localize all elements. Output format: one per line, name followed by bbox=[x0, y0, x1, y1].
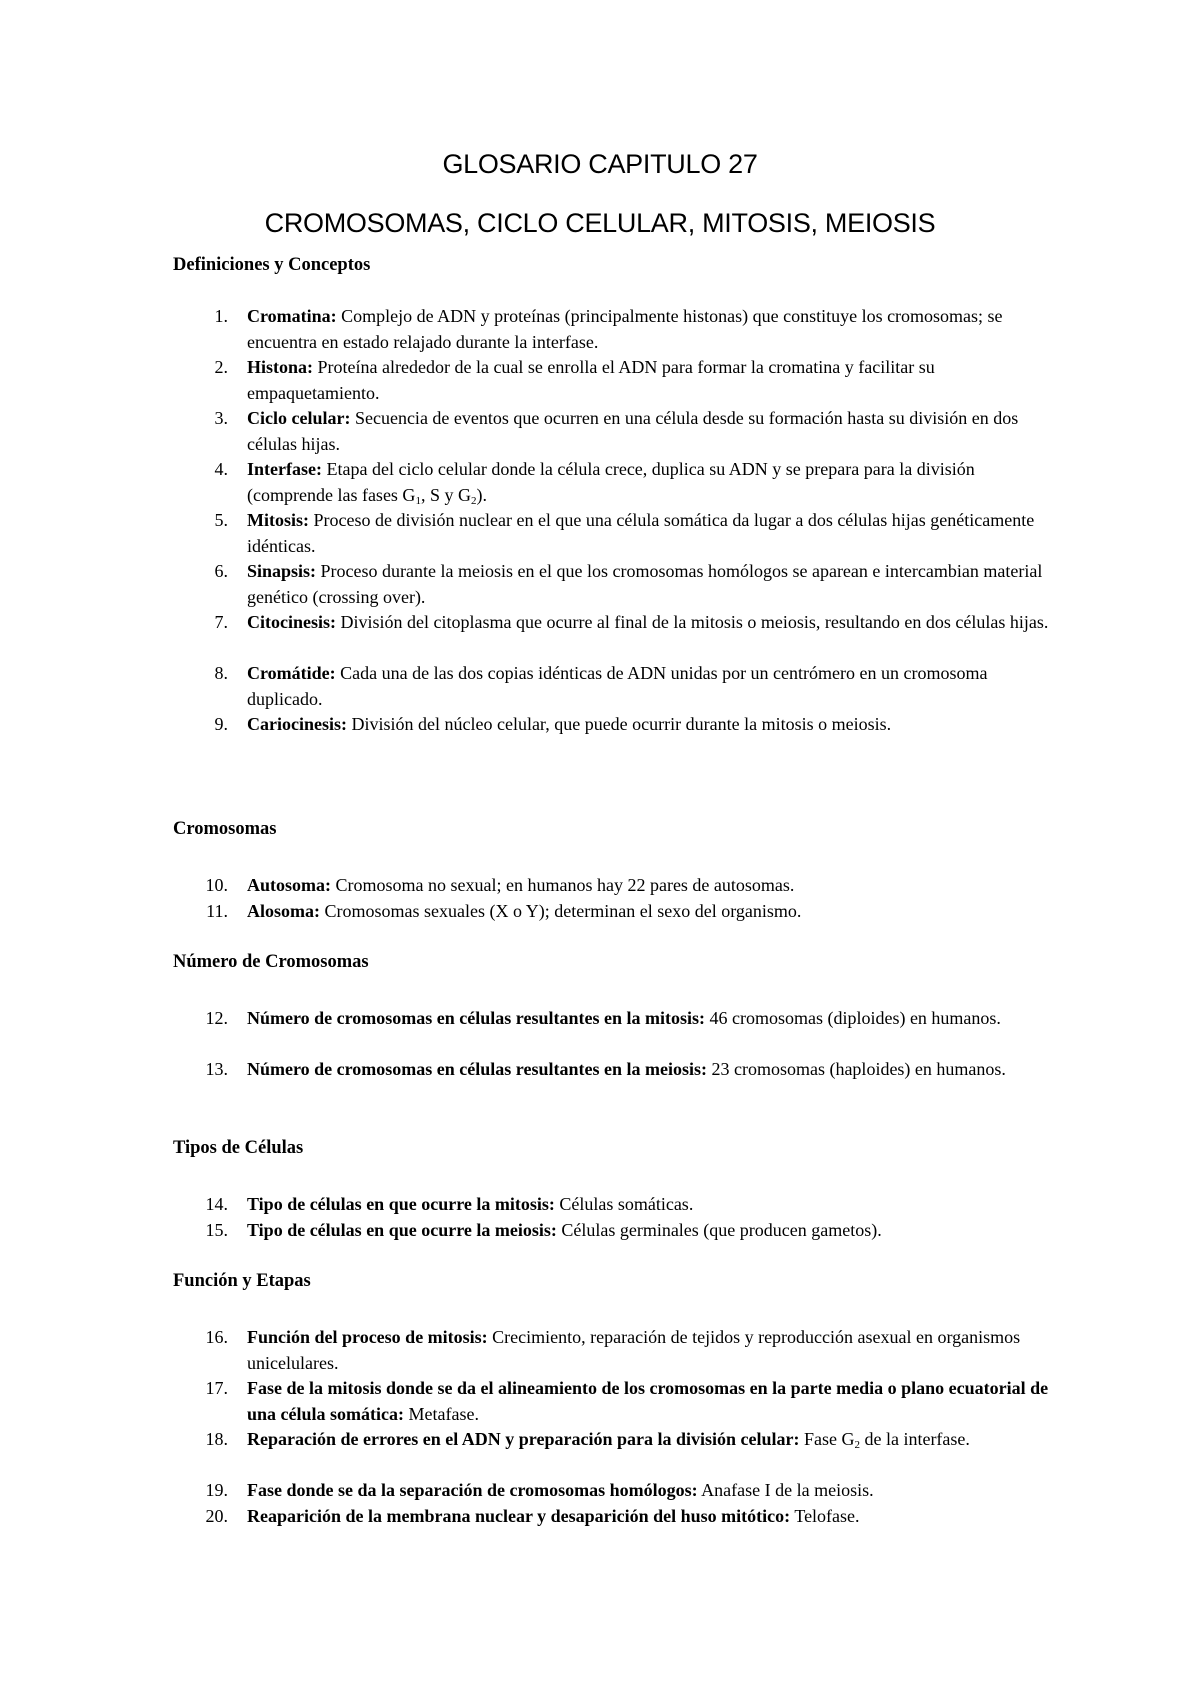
item-definition: Proteína alrededor de la cual se enrolla el ADN para formar la cromatina y facilitar su empaquetamiento. bbox=[247, 357, 935, 403]
item-number: 14. bbox=[205, 1194, 228, 1214]
glossary-item bbox=[195, 1057, 1065, 1083]
item-number: 18. bbox=[205, 1429, 228, 1449]
item-number: 17. bbox=[205, 1378, 228, 1398]
item-term: Fase de la mitosis donde se da el alineamiento de los cromosomas en la parte media o plano ecuatorial de una célula somática: bbox=[247, 1378, 1049, 1424]
item-definition: Crecimiento, reparación de tejidos y reproducción asexual en organismos unicelulares. bbox=[247, 1327, 1021, 1373]
item-definition-end: ). bbox=[476, 484, 487, 505]
glossary-item bbox=[195, 712, 1065, 738]
item-number: 20. bbox=[205, 1506, 228, 1526]
item-number: 13. bbox=[205, 1059, 228, 1079]
item-number: 16. bbox=[205, 1327, 228, 1347]
item-number: 1. bbox=[214, 306, 228, 326]
subscript: 2 bbox=[854, 1439, 860, 1451]
item-number: 7. bbox=[214, 612, 228, 632]
document-subtitle: CROMOSOMAS, CICLO CELULAR, MITOSIS, MEIOSIS bbox=[264, 208, 936, 238]
item-term: Histona: bbox=[247, 357, 314, 377]
item-definition-end: de la interfase. bbox=[859, 1429, 970, 1449]
section-heading-cromosomas: Cromosomas bbox=[173, 819, 277, 839]
glossary-item bbox=[195, 873, 1065, 899]
section-heading-funcion-etapas: Función y Etapas bbox=[173, 1271, 311, 1291]
item-term: Ciclo celular: bbox=[247, 408, 351, 428]
item-number: 9. bbox=[214, 714, 228, 734]
item-term: Cromátide: bbox=[247, 663, 336, 683]
glossary-item bbox=[195, 1427, 1065, 1453]
item-number: 10. bbox=[205, 875, 228, 895]
glossary-item bbox=[195, 610, 1065, 636]
item-definition: División del citoplasma que ocurre al final de la mitosis o meiosis, resultando en dos células hijas. bbox=[336, 612, 1049, 632]
item-number: 3. bbox=[214, 408, 228, 428]
glossary-item bbox=[195, 355, 1065, 406]
item-definition: Telofase. bbox=[790, 1506, 860, 1526]
glossary-item bbox=[195, 457, 1065, 508]
document-title: GLOSARIO CAPITULO 27 bbox=[442, 149, 758, 179]
item-definition: Anafase I de la meiosis. bbox=[697, 1480, 874, 1500]
item-definition: Fase G bbox=[799, 1429, 855, 1449]
item-term: Número de cromosomas en células resultantes en la mitosis: bbox=[247, 1008, 705, 1028]
item-definition: Secuencia de eventos que ocurren en una célula desde su formación hasta su división en dos células hijas. bbox=[247, 408, 1019, 454]
item-term: Tipo de células en que ocurre la meiosis: bbox=[247, 1220, 557, 1240]
glossary-item bbox=[195, 559, 1065, 610]
item-definition: Complejo de ADN y proteínas (principalmente histonas) que constituye los cromosomas; se encuentra en estado relajado durante la interfase. bbox=[247, 306, 1003, 352]
item-term: Reaparición de la membrana nuclear y desaparición del huso mitótico: bbox=[247, 1506, 791, 1526]
item-number: 8. bbox=[214, 663, 228, 683]
item-definition: Metafase. bbox=[404, 1403, 479, 1424]
glossary-item bbox=[195, 1478, 1065, 1504]
subscript: 1 bbox=[415, 494, 421, 507]
item-number: 5. bbox=[214, 510, 228, 530]
item-number: 19. bbox=[205, 1480, 228, 1500]
item-definition: Etapa del ciclo celular donde la célula crece, duplica su ADN y se prepara para la división (comprende las fases G bbox=[247, 459, 975, 505]
item-term: Mitosis: bbox=[247, 510, 309, 530]
glossary-item bbox=[195, 899, 1065, 925]
glossary-item bbox=[195, 1218, 1065, 1244]
section-heading-definiciones: Definiciones y Conceptos bbox=[173, 255, 371, 275]
item-definition: Proceso durante la meiosis en el que los cromosomas homólogos se aparean e intercambian material genético (crossing over). bbox=[247, 561, 1043, 607]
item-definition: 23 cromosomas (haploides) en humanos. bbox=[706, 1059, 1006, 1079]
item-number: 6. bbox=[214, 561, 228, 581]
item-number: 15. bbox=[205, 1220, 228, 1240]
item-number: 11. bbox=[206, 901, 228, 921]
item-term: Número de cromosomas en células resultantes en la meiosis: bbox=[247, 1059, 707, 1079]
glossary-item bbox=[195, 1325, 1065, 1376]
item-number: 2. bbox=[214, 357, 228, 377]
item-term: Fase donde se da la separación de cromosomas homólogos: bbox=[247, 1480, 698, 1500]
subscript: 2 bbox=[470, 494, 477, 507]
glossary-item bbox=[195, 1192, 1065, 1218]
glossary-item bbox=[195, 508, 1065, 559]
item-definition: Células germinales (que producen gametos). bbox=[556, 1220, 882, 1240]
glossary-item bbox=[195, 406, 1065, 457]
item-term: Sinapsis: bbox=[247, 561, 317, 581]
item-term: Autosoma: bbox=[247, 875, 331, 895]
glossary-item bbox=[195, 1006, 1065, 1032]
item-definition: Cromosomas sexuales (X o Y); determinan el sexo del organismo. bbox=[320, 901, 802, 921]
item-number: 12. bbox=[205, 1008, 228, 1028]
item-definition: 46 cromosomas (diploides) en humanos. bbox=[704, 1008, 1001, 1028]
item-term: Citocinesis: bbox=[247, 612, 336, 632]
glossary-item bbox=[195, 1376, 1065, 1427]
item-definition-cont: , S y G bbox=[420, 484, 471, 505]
item-definition: Células somáticas. bbox=[554, 1194, 694, 1214]
item-definition: Proceso de división nuclear en el que una célula somática da lugar a dos células hijas genéticamente idénticas. bbox=[247, 510, 1035, 556]
item-term: Cariocinesis: bbox=[247, 714, 347, 734]
section-heading-tipos-celulas: Tipos de Células bbox=[173, 1138, 304, 1158]
item-term: Alosoma: bbox=[247, 901, 320, 921]
item-term: Función del proceso de mitosis: bbox=[247, 1327, 488, 1347]
item-term: Cromatina: bbox=[247, 306, 337, 326]
glossary-item bbox=[195, 661, 1065, 712]
glossary-item bbox=[195, 1504, 1065, 1530]
item-term: Interfase: bbox=[247, 459, 322, 479]
section-heading-numero-cromosomas: Número de Cromosomas bbox=[173, 952, 369, 972]
glossary-item bbox=[195, 304, 1065, 355]
item-definition: Cromosoma no sexual; en humanos hay 22 pares de autosomas. bbox=[331, 875, 795, 895]
item-number: 4. bbox=[214, 459, 228, 479]
item-definition: División del núcleo celular, que puede ocurrir durante la mitosis o meiosis. bbox=[346, 714, 892, 734]
item-term: Tipo de células en que ocurre la mitosis: bbox=[247, 1194, 555, 1214]
item-term: Reparación de errores en el ADN y preparación para la división celular: bbox=[247, 1429, 800, 1449]
item-definition: Cada una de las dos copias idénticas de ADN unidas por un centrómero en un cromosoma duplicado. bbox=[247, 663, 988, 709]
